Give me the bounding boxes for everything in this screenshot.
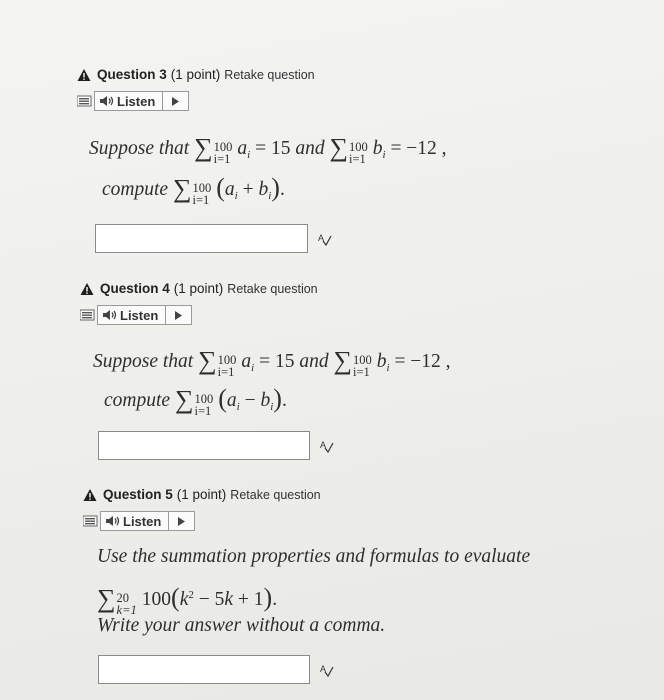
- question-title: Question 3: [97, 67, 167, 82]
- warning-icon: [80, 282, 94, 296]
- answer-input-q3[interactable]: [95, 224, 308, 253]
- constant: 1: [253, 589, 264, 610]
- term-b-index: i: [270, 401, 274, 413]
- listen-menu-icon[interactable]: [77, 95, 93, 107]
- question-points: (1 point): [176, 487, 227, 502]
- play-button[interactable]: [166, 305, 192, 325]
- play-icon: [172, 97, 179, 106]
- speaker-icon: [105, 515, 121, 527]
- plus-operator: +: [237, 589, 249, 610]
- sigma-symbol: ∑: [333, 346, 352, 375]
- coefficient: 100: [141, 589, 172, 610]
- term-a-index: i: [236, 401, 240, 413]
- sum-limits: [218, 355, 237, 379]
- term-b: b: [260, 390, 271, 411]
- warning-icon: [83, 488, 97, 502]
- question-header: [80, 281, 318, 296]
- question-points: (1 point): [173, 281, 224, 296]
- prompt-lead: Suppose that: [93, 351, 194, 372]
- question-5: [83, 487, 321, 531]
- term-a-index: i: [234, 190, 238, 202]
- speaker-icon: [102, 309, 118, 321]
- sum-limits: [349, 142, 368, 166]
- play-button[interactable]: [163, 91, 189, 111]
- sum-limits: [117, 593, 137, 617]
- sigma-symbol: ∑: [172, 174, 192, 203]
- term-b: b: [372, 138, 383, 159]
- play-button[interactable]: [169, 511, 195, 531]
- question-5-note: Write your answer without a comma.: [97, 615, 386, 636]
- operator: −: [244, 390, 256, 411]
- linear-coefficient: 5: [214, 589, 225, 610]
- listen-button[interactable]: [97, 305, 166, 325]
- sum-lower: i=1: [192, 192, 210, 207]
- svg-text:A: A: [318, 233, 325, 243]
- variable: k: [179, 589, 189, 610]
- sigma-symbol: ∑: [97, 584, 116, 613]
- close-paren: ): [271, 173, 280, 202]
- close-paren: ): [263, 583, 273, 612]
- question-4-compute: [104, 385, 287, 421]
- sum-lower: i=1: [217, 364, 235, 379]
- sum-lower: i=1: [194, 403, 212, 418]
- conjunction: and: [295, 138, 325, 159]
- listen-button[interactable]: [94, 91, 163, 111]
- conjunction: and: [299, 351, 329, 372]
- retake-question-link[interactable]: Retake question: [227, 281, 318, 296]
- term-a: a: [237, 138, 248, 159]
- exponent: 2: [188, 589, 194, 601]
- answer-input-q5[interactable]: [98, 655, 310, 684]
- term-b: b: [258, 179, 269, 200]
- sum-upper: 100: [349, 140, 368, 154]
- listen-label: Listen: [123, 513, 162, 529]
- equation-b: = −12 ,: [394, 351, 451, 372]
- variable: k: [224, 589, 234, 610]
- sum-lower: i=1: [213, 151, 231, 166]
- sum-upper: 100: [213, 140, 233, 154]
- term-a: a: [241, 351, 252, 372]
- equation-b: = −12 ,: [390, 138, 447, 159]
- retake-question-link[interactable]: Retake question: [224, 67, 315, 82]
- question-header: [83, 487, 321, 502]
- minus-operator: −: [198, 589, 210, 610]
- listen-toolbar: [83, 511, 321, 531]
- question-5-instruction: Use the summation properties and formulas to evaluate: [97, 546, 531, 567]
- question-4: [80, 281, 318, 325]
- sum-upper: 20: [116, 591, 130, 605]
- sum-upper: 100: [194, 392, 214, 406]
- period: .: [279, 179, 285, 200]
- close-paren: ): [273, 384, 282, 413]
- equation-a: = 15: [255, 138, 291, 159]
- sum-upper: 100: [192, 181, 212, 195]
- sigma-symbol: ∑: [198, 346, 217, 375]
- svg-text:A: A: [320, 664, 327, 674]
- spellcheck-icon[interactable]: [318, 232, 332, 246]
- sum-limits: [353, 355, 372, 379]
- period: .: [281, 390, 287, 411]
- term-a: a: [226, 390, 237, 411]
- sum-limits: [214, 142, 233, 166]
- sigma-symbol: ∑: [194, 133, 213, 162]
- sigma-symbol: ∑: [174, 385, 194, 414]
- question-points: (1 point): [170, 67, 221, 82]
- svg-text:A: A: [320, 440, 327, 450]
- term-b-index: i: [386, 362, 390, 374]
- period: .: [272, 589, 278, 610]
- term-a-index: i: [247, 149, 251, 161]
- warning-icon: [77, 68, 91, 82]
- retake-question-link[interactable]: Retake question: [230, 487, 321, 502]
- sum-lower: i=1: [349, 151, 366, 166]
- question-4-prompt: [93, 346, 451, 382]
- listen-menu-icon[interactable]: [83, 515, 99, 527]
- question-title: Question 5: [103, 487, 173, 502]
- speaker-icon: [99, 95, 115, 107]
- sum-limits: [194, 394, 213, 418]
- question-header: [77, 67, 315, 82]
- listen-toolbar: [80, 305, 318, 325]
- play-icon: [175, 311, 182, 320]
- question-3-compute: [102, 174, 285, 210]
- spellcheck-icon[interactable]: [320, 663, 334, 677]
- open-paren: (: [218, 384, 227, 413]
- equation-a: = 15: [259, 351, 295, 372]
- listen-button[interactable]: [100, 511, 169, 531]
- sum-lower: i=1: [353, 364, 370, 379]
- term-a: a: [224, 179, 235, 200]
- sum-upper: 100: [217, 353, 237, 367]
- term-b-index: i: [382, 149, 386, 161]
- compute-lead: compute: [102, 179, 169, 200]
- term-b-index: i: [268, 190, 272, 202]
- prompt-lead: Suppose that: [89, 138, 190, 159]
- sum-lower: k=1: [116, 602, 137, 617]
- listen-menu-icon[interactable]: [80, 309, 96, 321]
- answer-input-q4[interactable]: [98, 431, 310, 460]
- listen-label: Listen: [117, 93, 156, 109]
- question-3: [77, 67, 315, 111]
- operator: +: [242, 179, 254, 200]
- play-icon: [178, 517, 185, 526]
- sigma-symbol: ∑: [329, 133, 348, 162]
- spellcheck-icon[interactable]: [320, 439, 334, 453]
- question-3-prompt: [89, 133, 447, 169]
- sum-upper: 100: [353, 353, 372, 367]
- question-title: Question 4: [100, 281, 170, 296]
- open-paren: (: [216, 173, 225, 202]
- compute-lead: compute: [104, 390, 171, 411]
- listen-toolbar: [77, 91, 315, 111]
- listen-label: Listen: [120, 307, 159, 323]
- sum-limits: [192, 183, 211, 207]
- open-paren: (: [171, 583, 180, 612]
- term-b: b: [376, 351, 387, 372]
- term-a-index: i: [251, 362, 255, 374]
